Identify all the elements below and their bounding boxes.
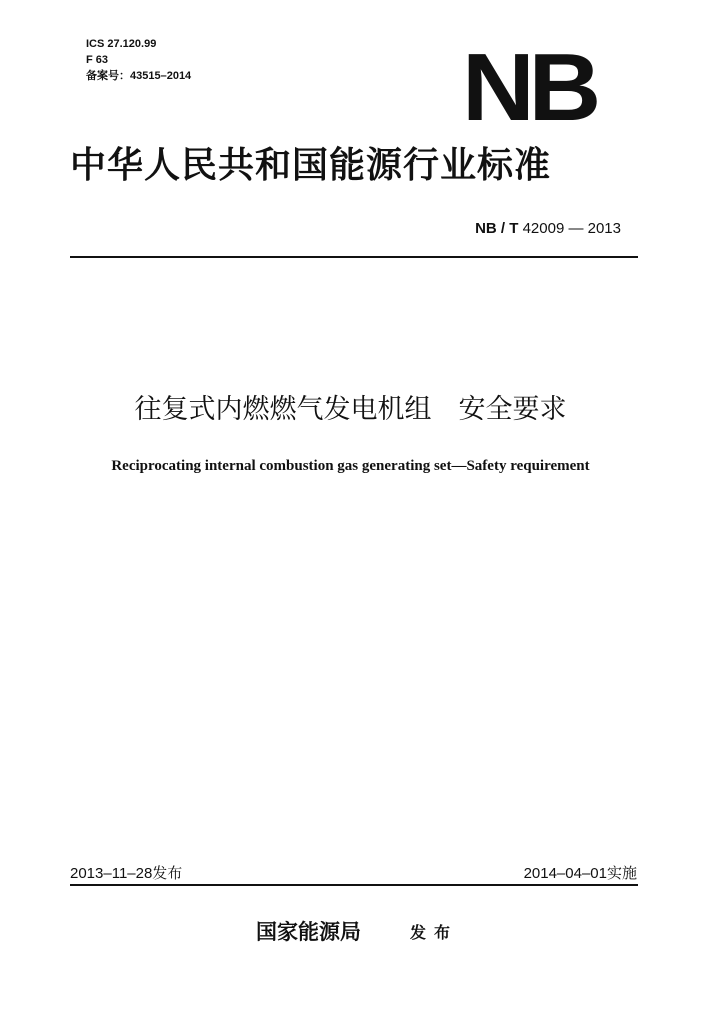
- top-divider: [70, 256, 638, 258]
- standard-number-prefix: NB / T: [475, 220, 519, 237]
- standard-number-value: 42009 — 2013: [518, 220, 621, 237]
- classification-block: [86, 36, 191, 84]
- standard-category-title: 中华人民共和国能源行业标准: [70, 144, 552, 186]
- filing-number: 备案号：43515–2014: [86, 70, 192, 82]
- ccs-code: F 63: [86, 54, 109, 66]
- ics-code: ICS 27.120.99: [86, 38, 157, 50]
- document-title-chinese: 往复式内燃燃气发电机组 安全要求: [134, 394, 567, 425]
- issue-date: 2013–11–28发布: [70, 865, 183, 882]
- document-title-english: Reciprocating internal combustion gas generating set—Safety requirement: [111, 458, 590, 474]
- publisher-name: 国家能源局: [256, 919, 361, 944]
- nb-logo: NB: [462, 34, 595, 141]
- standard-number: [475, 220, 621, 237]
- bottom-divider: [70, 884, 638, 886]
- publish-label: 发布: [410, 923, 459, 942]
- implementation-date: 2014–04–01实施: [523, 865, 637, 882]
